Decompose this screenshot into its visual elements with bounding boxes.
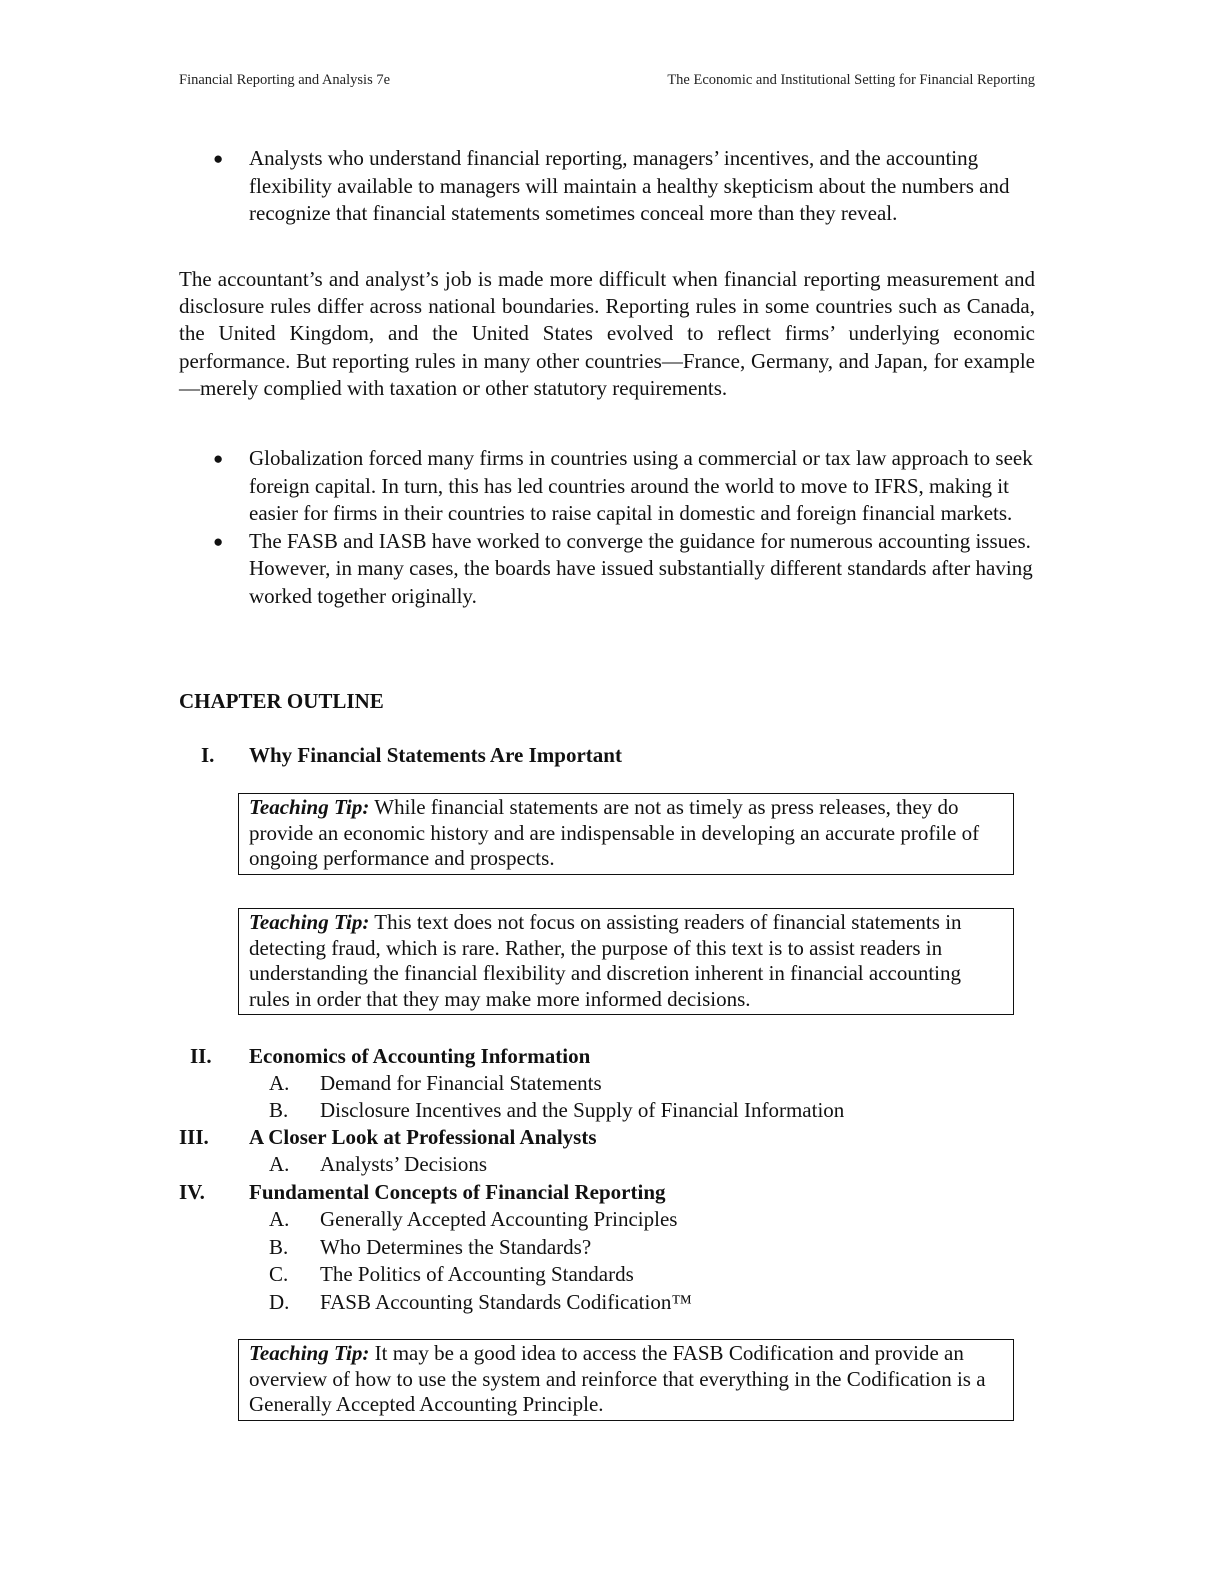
teaching-tip-box — [238, 908, 1014, 1015]
subitem-text: FASB Accounting Standards Codification™ — [320, 1290, 692, 1314]
section-number: IV. — [179, 1180, 205, 1204]
list-item — [179, 445, 1035, 528]
teaching-tip-box — [238, 1339, 1014, 1421]
outline-subitem — [179, 1207, 1035, 1234]
teaching-tip-text: This text does not focus on assisting readers of financial statements in detecting fraud, which is rare. Rather, the purpose of this text is to assist readers in understanding the financial flexibility and discretion inherent in financial accounting rules in order that they may make more informed decisions. — [249, 910, 962, 1011]
section-number: III. — [179, 1125, 209, 1149]
subitem-letter: B. — [269, 1098, 289, 1122]
outline-section-1 — [179, 743, 1035, 770]
section-title: A Closer Look at Professional Analysts — [249, 1125, 597, 1149]
header-book-title: Financial Reporting and Analysis 7e — [179, 72, 391, 88]
subitem-text: Demand for Financial Statements — [320, 1071, 602, 1095]
bullet-icon: ● — [213, 531, 224, 551]
subitem-letter: D. — [269, 1290, 290, 1314]
bullet-text: Globalization forced many firms in countries using a commercial or tax law approach to seek foreign capital. In turn, this has led countries around the world to move to IFRS, making it easier for firms in their countries to raise capital in domestic and foreign financial markets. — [249, 446, 1033, 525]
page-header — [179, 72, 1035, 92]
teaching-tip-label: Teaching Tip: — [249, 795, 370, 819]
subitem-text: Generally Accepted Accounting Principles — [320, 1207, 678, 1231]
chapter-outline-heading: CHAPTER OUTLINE — [179, 689, 384, 713]
teaching-tip-label: Teaching Tip: — [249, 1341, 370, 1365]
bullet-text: The FASB and IASB have worked to converge the guidance for numerous accounting issues. However, in many cases, the boards have issued substantially different standards after having worked together originally. — [249, 528, 1033, 608]
subitem-text: Analysts’ Decisions — [320, 1152, 488, 1176]
body-paragraph: The accountant’s and analyst’s job is made more difficult when financial reporting measurement and disclosure rules differ across national boundaries. Reporting rules in some countries such as Canada, the United Kingdom, and the United States evolved to reflect firms’ underlying economic performance. But reporting rules in many other countries—France, Germany, and Japan, for example—merely complied with taxation or other statutory requirements. — [179, 267, 1035, 400]
teaching-tip-label: Teaching Tip: — [249, 910, 370, 934]
header-chapter-title: The Economic and Institutional Setting for Financial Reporting — [667, 72, 1035, 88]
outline-subitem — [179, 1071, 1035, 1098]
bullet-icon: ● — [213, 449, 224, 468]
outline-section-2 — [179, 1044, 1035, 1071]
bullet-icon: ● — [213, 149, 224, 168]
outline-subitem — [179, 1290, 1035, 1317]
section-title: Fundamental Concepts of Financial Reporting — [249, 1180, 666, 1204]
subitem-letter: A. — [269, 1152, 290, 1176]
section-number: II. — [190, 1044, 212, 1068]
subitem-letter: C. — [269, 1262, 289, 1286]
outline-subitem — [179, 1152, 1035, 1179]
subitem-letter: A. — [269, 1207, 290, 1231]
teaching-tip-text: It may be a good idea to access the FASB Codification and provide an overview of how to use the system and reinforce that everything in the Codification is a Generally Accepted Accounting Principle. — [249, 1341, 986, 1416]
section-title: Why Financial Statements Are Important — [249, 743, 622, 767]
subitem-text: Disclosure Incentives and the Supply of Financial Information — [320, 1098, 845, 1122]
list-item — [179, 145, 1035, 228]
section-title: Economics of Accounting Information — [249, 1044, 591, 1068]
outline-subitem — [179, 1235, 1035, 1262]
subitem-letter: B. — [269, 1235, 289, 1259]
bullet-text: Analysts who understand financial reporting, managers’ incentives, and the accounting flexibility available to managers will maintain a healthy skepticism about the numbers and recognize that financial statements sometimes conceal more than they reveal. — [249, 146, 1010, 225]
outline-section-4 — [179, 1180, 1035, 1207]
list-item — [179, 528, 1035, 611]
teaching-tip-box — [238, 793, 1014, 875]
subitem-letter: A. — [269, 1071, 290, 1095]
outline-section-3 — [179, 1125, 1035, 1152]
bullet-list-top — [179, 145, 1035, 228]
subitem-text: Who Determines the Standards? — [320, 1235, 592, 1259]
outline-subitem — [179, 1098, 1035, 1125]
subitem-text: The Politics of Accounting Standards — [320, 1262, 634, 1286]
section-number: I. — [201, 743, 215, 767]
outline-subitem — [179, 1262, 1035, 1289]
teaching-tip-text: While financial statements are not as timely as press releases, they do provide an economic history and are indispensable in developing an accurate profile of ongoing performance and prospects. — [249, 795, 980, 870]
bullet-list-middle — [179, 445, 1035, 610]
